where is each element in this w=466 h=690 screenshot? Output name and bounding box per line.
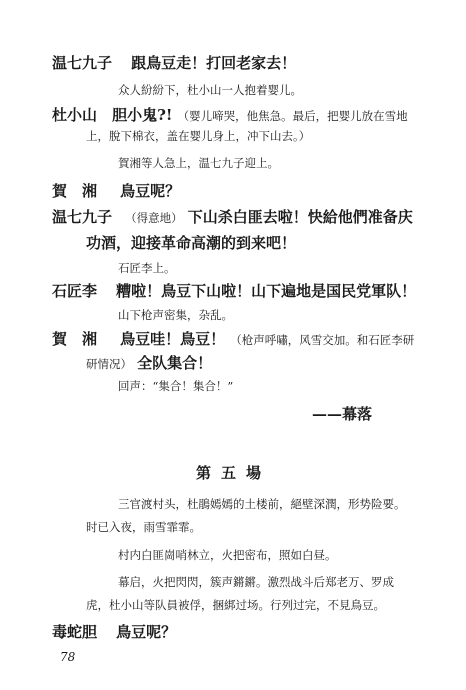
scene-description: 村内白匪崗哨林立，火把密布，照如白昼。 (118, 548, 337, 562)
dialogue-line (52, 280, 416, 301)
scene-description: 幕启，火把閃閃，簇声鏘鏘。激烈战斗后郑老万、罗成 (118, 575, 394, 589)
speech-text: 糟啦！鳥豆下山啦！山下遍地是国民党軍队！ (116, 282, 417, 300)
stage-direction: （枪声呼嘯，风雪交加。和石匠李研 (230, 333, 415, 347)
scene-description: 时已入夜，雨雪霏霏。 (86, 520, 201, 534)
speech-text: 下山杀白匪去啦！快給他們准备庆 (187, 208, 413, 226)
stage-direction: 回声：“集合！集合！” (118, 379, 234, 393)
speaker-name: 温七九子 (52, 54, 113, 72)
speech-text: 胆小鬼?! (112, 106, 173, 124)
dialogue-line (52, 206, 413, 227)
stage-direction: 研情况） (86, 357, 132, 371)
stage-direction: （婴儿啼哭，他焦急。最后，把婴儿放在雪地 (177, 109, 408, 123)
speaker-name: 温七九子 (52, 208, 113, 226)
scene-title: 第五場 (196, 464, 272, 482)
dialogue-line (52, 52, 296, 73)
scene-description: 虎，杜小山等队員被俘，捆綁过场。行列过完，不見鳥豆。 (86, 598, 385, 612)
speech-text: 功酒，迎接革命高潮的到来吧！ (86, 234, 297, 252)
stage-direction: 山下枪声密集，杂乱。 (118, 308, 233, 322)
speech-text: 跟鳥豆走！打回老家去！ (131, 54, 297, 72)
speaker-name: 石匠李 (52, 282, 98, 300)
speaker-name: 賀 湘 (52, 182, 98, 200)
speaker-name: 賀 湘 (52, 330, 98, 348)
page-number: 78 (60, 650, 76, 664)
stage-direction: （得意地） (125, 211, 183, 225)
dialogue-line (52, 621, 176, 642)
dialogue-line (52, 328, 414, 349)
stage-direction: 賀湘等人急上，温七九子迎上。 (118, 156, 279, 170)
stage-direction: 石匠李上。 (118, 261, 176, 275)
speech-text: 全队集合！ (137, 354, 213, 372)
dialogue-line (52, 180, 180, 201)
stage-direction: 众人紛紛下，杜小山一人抱着婴儿。 (118, 83, 302, 97)
curtain-fall: ——幕落 (312, 405, 373, 423)
scene-description: 三官渡村头，杜鵑嫣嫣的土楼前，絕壁深潤，形势险要。 (118, 497, 406, 511)
speech-text: 鳥豆呢？ (116, 623, 177, 641)
dialogue-line (86, 352, 212, 373)
speaker-name: 毒蛇胆 (52, 623, 98, 641)
speaker-name: 杜小山 (52, 106, 98, 124)
stage-direction: 上，脫下棉衣，盖在婴儿身上，冲下山去。） (86, 129, 311, 143)
speech-text: 鳥豆哇！鳥豆！ (120, 330, 226, 348)
speech-text: 鳥豆呢？ (120, 182, 181, 200)
dialogue-line (52, 104, 408, 125)
